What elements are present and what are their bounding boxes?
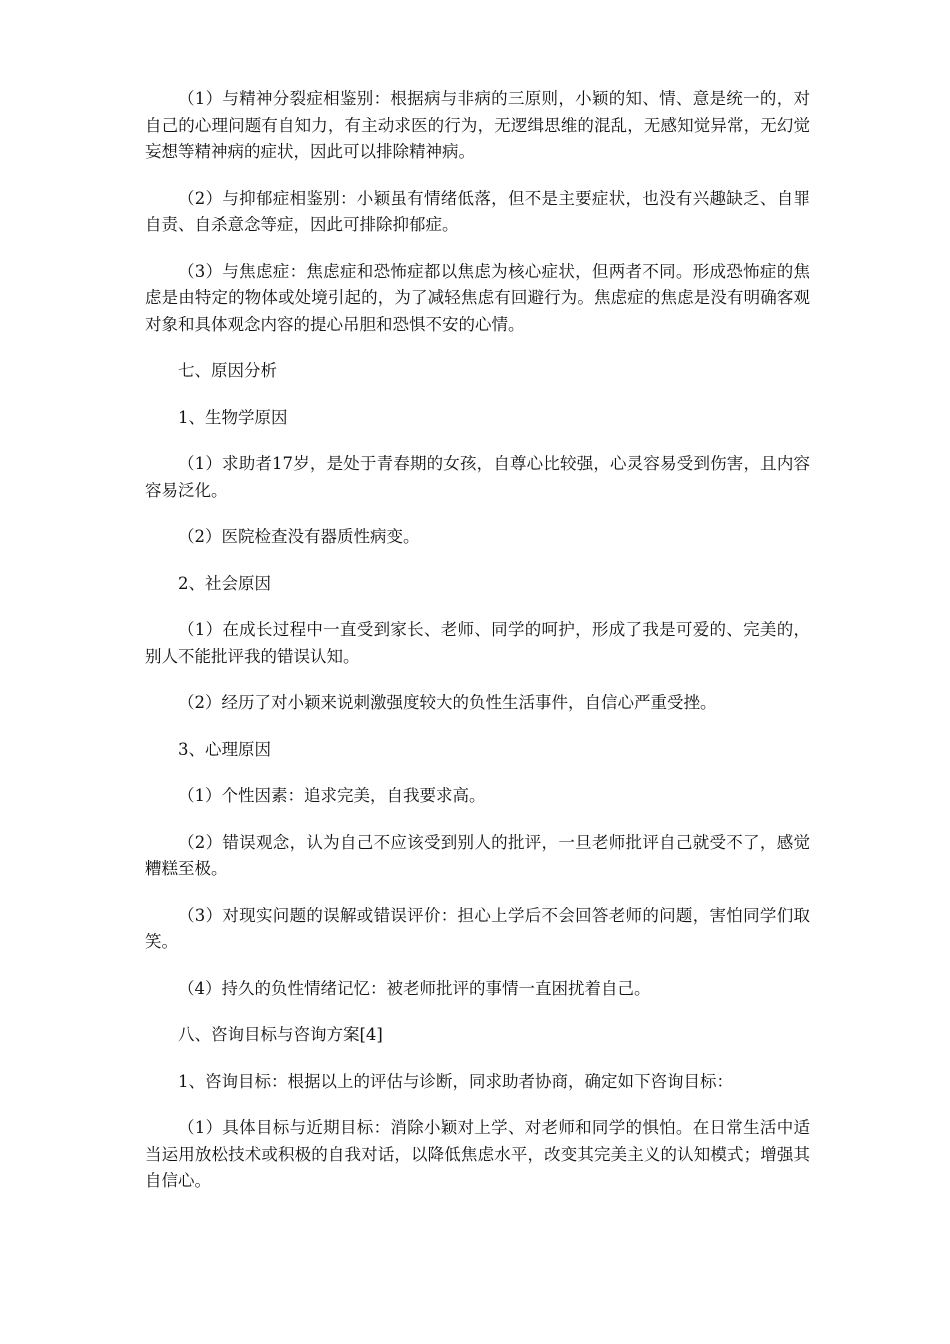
subheading-biological-causes: 1、生物学原因 (178, 407, 288, 427)
paragraph-schizophrenia-differential: （1）与精神分裂症相鉴别：根据病与非病的三原则，小颖的知、情、意是统一的，对自己的心理问题有自知力，有主动求医的行为，无逻缉思维的混乱，无感知觉异常，无幻觉妄想等精神病的症状，因此可以排除精神病。 (145, 89, 810, 161)
paragraph-social-1: （1）在成长过程中一直受到家长、老师、同学的呵护，形成了我是可爱的、完美的，别人不能批评我的错误认知。 (145, 620, 810, 666)
section-heading-cause-analysis: 七、原因分析 (178, 361, 277, 380)
document-page (145, 86, 810, 1215)
paragraph-biological-1: （1）求助者17岁，是处于青春期的女孩，自尊心比较强，心灵容易受到伤害，且内容容易泛化。 (145, 454, 810, 500)
paragraph-biological-2: （2）医院检查没有器质性病变。 (178, 527, 420, 546)
paragraph-psychological-3: （3）对现实问题的误解或错误评价：担心上学后不会回答老师的问题，害怕同学们取笑。 (145, 905, 810, 951)
subheading-counseling-goals: 1、咨询目标：根据以上的评估与诊断，同求助者协商，确定如下咨询目标： (178, 1071, 733, 1091)
section-heading-counseling-goals: 八、咨询目标与咨询方案[4] (178, 1025, 383, 1044)
paragraph-depression-differential: （2）与抑郁症相鉴别：小颖虽有情绪低落，但不是主要症状，也没有兴趣缺乏、自罪自责、自杀意念等症，因此可排除抑郁症。 (145, 188, 810, 234)
paragraph-anxiety-differential: （3）与焦虑症：焦虑症和恐怖症都以焦虑为核心症状，但两者不同。形成恐怖症的焦虑是由特定的物体或处境引起的，为了减轻焦虑有回避行为。焦虑症的焦虑是没有明确客观对象和具体观念内容的提心吊胆和恐惧不安的心情。 (145, 261, 810, 334)
paragraph-psychological-4: （4）持久的负性情绪记忆：被老师批评的事情一直困扰着自己。 (178, 978, 651, 998)
subheading-psychological-causes: 3、心理原因 (178, 739, 271, 759)
paragraph-specific-goals: （1）具体目标与近期目标：消除小颖对上学、对老师和同学的惧怕。在日常生活中适当运用放松技术或积极的自我对话，以降低焦虑水平，改变其完美主义的认知模式；增强其自信心。 (145, 1118, 810, 1190)
subheading-social-causes: 2、社会原因 (178, 573, 271, 593)
paragraph-psychological-1: （1）个性因素：追求完美，自我要求高。 (178, 786, 486, 805)
paragraph-psychological-2: （2）错误观念，认为自己不应该受到别人的批评，一旦老师批评自己就受不了，感觉糟糕至极。 (145, 832, 810, 878)
paragraph-social-2: （2）经历了对小颖来说刺激强度较大的负性生活事件，自信心严重受挫。 (178, 693, 717, 712)
